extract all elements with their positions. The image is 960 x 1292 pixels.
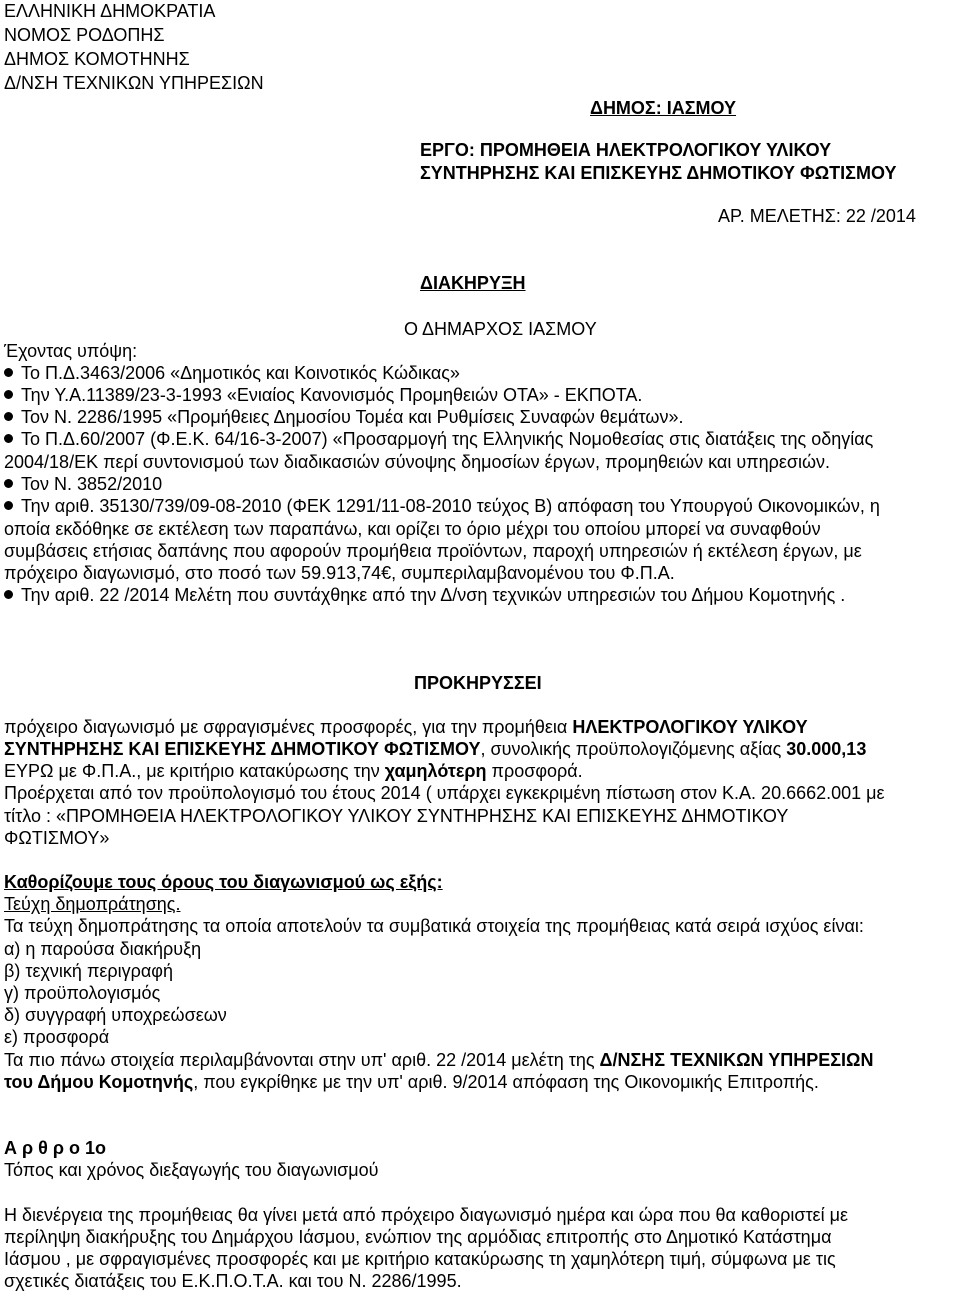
budget-line-2: τίτλο : «ΠΡΟΜΗΘΕΙΑ ΗΛΕΚΤΡΟΛΟΓΙΚΟΥ ΥΛΙΚΟΥ ΣΥΝΤΗΡΗΣΗΣ ΚΑΙ ΕΠΙΣΚΕΥΗΣ ΔΗΜΟΤΙΚΟΥ xyxy=(4,806,789,826)
bullet-icon xyxy=(4,412,13,421)
project-line-2: ΣΥΝΤΗΡΗΣΗΣ ΚΑΙ ΕΠΙΣΚΕΥΗΣ ΔΗΜΟΤΙΚΟΥ ΦΩΤΙΣΜΟΥ xyxy=(420,163,897,183)
paragraph-line xyxy=(4,738,866,760)
bullet-item xyxy=(4,362,460,384)
bullet-icon xyxy=(4,368,13,377)
bullet-text: Τον Ν. 3852/2010 xyxy=(21,474,163,494)
paragraph-line xyxy=(4,716,808,738)
docs-intro: Τα τεύχη δημοπράτησης τα οποία αποτελούν τα συμβατικά στοιχεία της προμήθειας κατά σειρά ισχύος είναι: xyxy=(4,916,864,936)
docs-note-line-2 xyxy=(4,1071,819,1093)
article-line-3: Ιάσμου , με σφραγισμένες προσφορές και με κριτήριο κατακύρωσης τη χαμηλότερη τιμή, σύμφωνα με τις xyxy=(4,1249,836,1269)
considering-label: Έχοντας υπόψη: xyxy=(4,341,138,361)
article-line-4: σχετικές διατάξεις του Ε.Κ.Π.Ο.Τ.Α. και του Ν. 2286/1995. xyxy=(4,1271,462,1291)
text-segment: Τα πιο πάνω στοιχεία περιλαμβάνονται στην υπ' αριθ. 22 /2014 μελέτη της xyxy=(4,1050,600,1070)
docs-item: δ) συγγραφή υποχρεώσεων xyxy=(4,1005,227,1025)
bullet-continuation: οποία εκδόθηκε σε εκτέλεση των παραπάνω, και ορίζει το όριο μέχρι του οποίου μπορεί να συναφθούν xyxy=(4,519,821,539)
text-segment-bold: ΣΥΝΤΗΡΗΣΗΣ ΚΑΙ ΕΠΙΣΚΕΥΗΣ ΔΗΜΟΤΙΚΟΥ ΦΩΤΙΣΜΟΥ xyxy=(4,739,481,759)
bullet-text: Την Υ.Α.11389/23-3-1993 «Ενιαίος Κανονισμός Προμηθειών ΟΤΑ» - ΕΚΠΟΤΑ. xyxy=(21,385,643,405)
bullet-item xyxy=(4,584,845,606)
bullet-continuation: συμβάσεις ετήσιας δαπάνης που αφορούν προμήθεια προϊόντων, παροχή υπηρεσιών ή εκτέλεση έργων, με xyxy=(4,541,862,561)
bullet-item xyxy=(4,406,683,428)
text-segment-bold: Δ/ΝΣΗΣ ΤΕΧΝΙΚΩΝ ΥΠΗΡΕΣΙΩΝ xyxy=(599,1050,874,1070)
header-line-2: ΝΟΜΟΣ ΡΟΔΟΠΗΣ xyxy=(4,25,165,45)
bullet-text: Το Π.Δ.60/2007 (Φ.Ε.Κ. 64/16-3-2007) «Προσαρμογή της Ελληνικής Νομοθεσίας στις διατάξεις της οδηγίας xyxy=(21,429,874,449)
text-segment-bold: χαμηλότερη xyxy=(384,761,487,781)
docs-note-line-1 xyxy=(4,1049,873,1071)
article-subtitle: Τόπος και χρόνος διεξαγωγής του διαγωνισμού xyxy=(4,1160,379,1180)
budget-line-1: Προέρχεται από τον προϋπολογισμό του έτους 2014 ( υπάρχει εγκεκριμένη πίστωση στον Κ.Α. 20.6662.001 με xyxy=(4,783,885,803)
docs-item: γ) προϋπολογισμός xyxy=(4,983,161,1003)
text-segment: , που εγκρίθηκε με την υπ' αριθ. 9/2014 απόφαση της Οικονομικής Επιτροπής. xyxy=(193,1072,819,1092)
mayor-heading: Ο ΔΗΜΑΡΧΟΣ ΙΑΣΜΟΥ xyxy=(404,319,597,339)
budget-line-3: ΦΩΤΙΣΜΟΥ» xyxy=(4,828,110,848)
bullet-continuation: 2004/18/ΕΚ περί συντονισμού των διαδικασιών σύνοψης δημοσίων έργων, προμηθειών και υπηρεσιών. xyxy=(4,452,831,472)
bullet-icon xyxy=(4,501,13,510)
document-title: ΔΙΑΚΗΡΥΞΗ xyxy=(420,273,526,293)
bullet-icon xyxy=(4,479,13,488)
bullet-item xyxy=(4,384,642,406)
header-line-3: ΔΗΜΟΣ ΚΟΜΟΤΗΝΗΣ xyxy=(4,49,190,69)
bullet-text: Τον Ν. 2286/1995 «Προμήθειες Δημοσίου Τομέα και Ρυθμίσεις Συναφών θεμάτων». xyxy=(21,407,684,427)
municipality-label: ΔΗΜΟΣ: ΙΑΣΜΟΥ xyxy=(590,98,737,118)
project-line-1: ΕΡΓΟ: ΠΡΟΜΗΘΕΙΑ ΗΛΕΚΤΡΟΛΟΓΙΚΟΥ ΥΛΙΚΟΥ xyxy=(420,140,832,160)
bullet-item xyxy=(4,428,873,450)
bullet-item xyxy=(4,495,880,517)
proclaims-heading: ΠΡΟΚΗΡΥΣΣΕΙ xyxy=(414,673,542,693)
text-segment-bold: του Δήμου Κομοτηνής xyxy=(4,1072,194,1092)
article-line-2: περίληψη διακήρυξης του Δημάρχου Ιάσμου, ενώπιον της αρμόδιας επιτροπής στο Δημοτικό Κατάστημα xyxy=(4,1227,832,1247)
terms-heading: Καθορίζουμε τους όρους του διαγωνισμού ως εξής: xyxy=(4,872,443,892)
text-segment: πρόχειρο διαγωνισμό με σφραγισμένες προσφορές, για την προμήθεια xyxy=(4,717,573,737)
text-segment-bold: ΗΛΕΚΤΡΟΛΟΓΙΚΟΥ ΥΛΙΚΟΥ xyxy=(572,717,808,737)
article-line-1: Η διενέργεια της προμήθειας θα γίνει μετά από πρόχειρο διαγωνισμό ημέρα και ώρα που θα καθοριστεί με xyxy=(4,1205,848,1225)
article-heading: Α ρ θ ρ ο 1ο xyxy=(4,1138,107,1158)
text-segment: ΕΥΡΩ με Φ.Π.Α., με κριτήριο κατακύρωσης την xyxy=(4,761,385,781)
bullet-icon xyxy=(4,434,13,443)
study-number: ΑΡ. ΜΕΛΕΤΗΣ: 22 /2014 xyxy=(718,206,916,226)
header-line-1: ΕΛΛΗΝΙΚΗ ΔΗΜΟΚΡΑΤΙΑ xyxy=(4,1,216,21)
text-segment: προσφορά. xyxy=(486,761,583,781)
docs-heading: Τεύχη δημοπράτησης. xyxy=(4,894,181,914)
text-segment: , συνολικής προϋπολογιζόμενης αξίας xyxy=(480,739,787,759)
bullet-icon xyxy=(4,390,13,399)
amount-value: 30.000,13 xyxy=(786,739,867,759)
bullet-item xyxy=(4,473,162,495)
docs-item: ε) προσφορά xyxy=(4,1027,110,1047)
bullet-text: Την αριθ. 35130/739/09-08-2010 (ΦΕΚ 1291/11-08-2010 τεύχος Β) απόφαση του Υπουργού Οικονομικών, η xyxy=(21,496,880,516)
bullet-continuation: πρόχειρο διαγωνισμό, στο ποσό των 59.913,74€, συμπεριλαμβανομένου του Φ.Π.Α. xyxy=(4,563,675,583)
bullet-text: Την αριθ. 22 /2014 Μελέτη που συντάχθηκε από την Δ/νση τεχνικών υπηρεσιών του Δήμου Κομοτηνής . xyxy=(21,585,846,605)
header-line-4: Δ/ΝΣΗ ΤΕΧΝΙΚΩΝ ΥΠΗΡΕΣΙΩΝ xyxy=(4,73,264,93)
docs-item: β) τεχνική περιγραφή xyxy=(4,961,173,981)
bullet-text: Το Π.Δ.3463/2006 «Δημοτικός και Κοινοτικός Κώδικας» xyxy=(21,363,460,383)
docs-item: α) η παρούσα διακήρυξη xyxy=(4,939,202,959)
paragraph-line xyxy=(4,760,583,782)
bullet-icon xyxy=(4,590,13,599)
